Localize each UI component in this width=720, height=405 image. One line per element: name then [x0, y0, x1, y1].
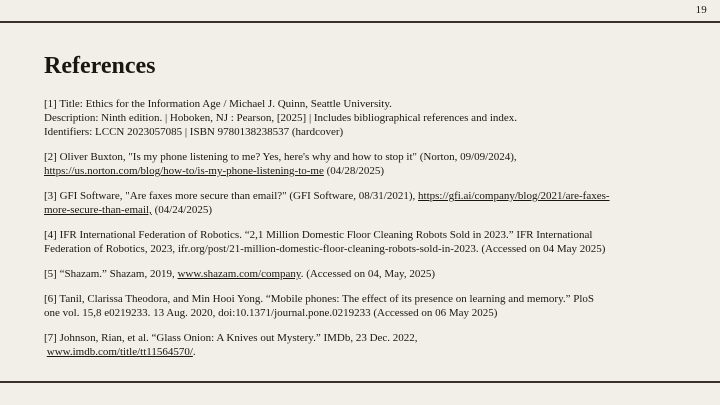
reference-item — [44, 292, 690, 320]
reference-item — [44, 267, 690, 281]
reference-link[interactable]: more-secure-than-email, — [44, 204, 152, 216]
reference-text: (04/28/2025) — [323, 165, 385, 177]
reference-item — [44, 189, 690, 217]
reference-line — [44, 292, 690, 306]
reference-text: [2] Oliver Buxton, "Is my phone listening to me? Yes, here's why and how to stop it" (Norton, 09/09/2024), — [44, 151, 517, 163]
reference-item — [44, 331, 690, 359]
page-number: 19 — [695, 4, 707, 16]
reference-line — [44, 331, 690, 345]
reference-link[interactable]: https://gfi.ai/company/blog/2021/are-faxes- — [418, 190, 610, 202]
reference-link[interactable]: www.imdb.com/title/tt11564570/ — [46, 346, 193, 358]
reference-text: Description: Ninth edition. | Hoboken, NJ : Pearson, [2025] | Includes bibliographical references and index. — [44, 112, 518, 124]
reference-line — [44, 267, 690, 281]
references-list — [44, 97, 690, 359]
reference-line — [44, 125, 690, 139]
reference-text: one vol. 15,8 e0219233. 13 Aug. 2020, doi:10.1371/journal.pone.0219233 (Accessed on 06 May 2025) — [44, 307, 498, 319]
reference-line — [44, 306, 690, 320]
reference-item — [44, 97, 690, 139]
reference-line — [44, 150, 690, 164]
reference-text: . — [192, 346, 196, 358]
reference-line — [44, 228, 690, 242]
reference-link[interactable]: www.shazam.com/company — [177, 268, 301, 280]
reference-line — [44, 345, 690, 359]
bottom-rule — [0, 381, 720, 383]
reference-line — [44, 164, 690, 178]
reference-text: [6] Tanil, Clarissa Theodora, and Min Hooi Yong. “Mobile phones: The effect of its presence on learning and memory.” PloS — [44, 293, 595, 305]
reference-text: (04/24/2025) — [151, 204, 213, 216]
slide-content — [44, 50, 690, 359]
reference-line — [44, 189, 690, 203]
reference-text: [7] Johnson, Rian, et al. “Glass Onion: A Knives out Mystery.” IMDb, 23 Dec. 2022, — [44, 332, 418, 344]
reference-text: Identifiers: LCCN 2023057085 | ISBN 9780138238537 (hardcover) — [44, 126, 344, 138]
reference-text: [1] Title: Ethics for the Information Age / Michael J. Quinn, Seattle University. — [44, 98, 392, 110]
reference-line — [44, 97, 690, 111]
reference-text: Federation of Robotics, 2023, ifr.org/post/21-million-domestic-floor-cleaning-robots-sold-in-2023. (Accessed on 04 May 2025) — [44, 243, 606, 255]
top-rule — [0, 21, 720, 23]
reference-text: [4] IFR International Federation of Robotics. “2,1 Million Domestic Floor Cleaning Robots Sold in 2023.” IFR International — [44, 229, 593, 241]
page-title: References — [44, 53, 156, 79]
reference-text: . (Accessed on 04, May, 2025) — [300, 268, 435, 280]
reference-link[interactable]: https://us.norton.com/blog/how-to/is-my-phone-listening-to-me — [44, 165, 324, 177]
reference-item — [44, 228, 690, 256]
reference-item — [44, 150, 690, 178]
reference-line — [44, 242, 690, 256]
reference-line — [44, 203, 690, 217]
reference-line — [44, 111, 690, 125]
reference-text: [5] “Shazam.” Shazam, 2019, — [44, 268, 178, 280]
reference-text: [3] GFI Software, "Are faxes more secure than email?" (GFI Software, 08/31/2021), — [44, 190, 419, 202]
